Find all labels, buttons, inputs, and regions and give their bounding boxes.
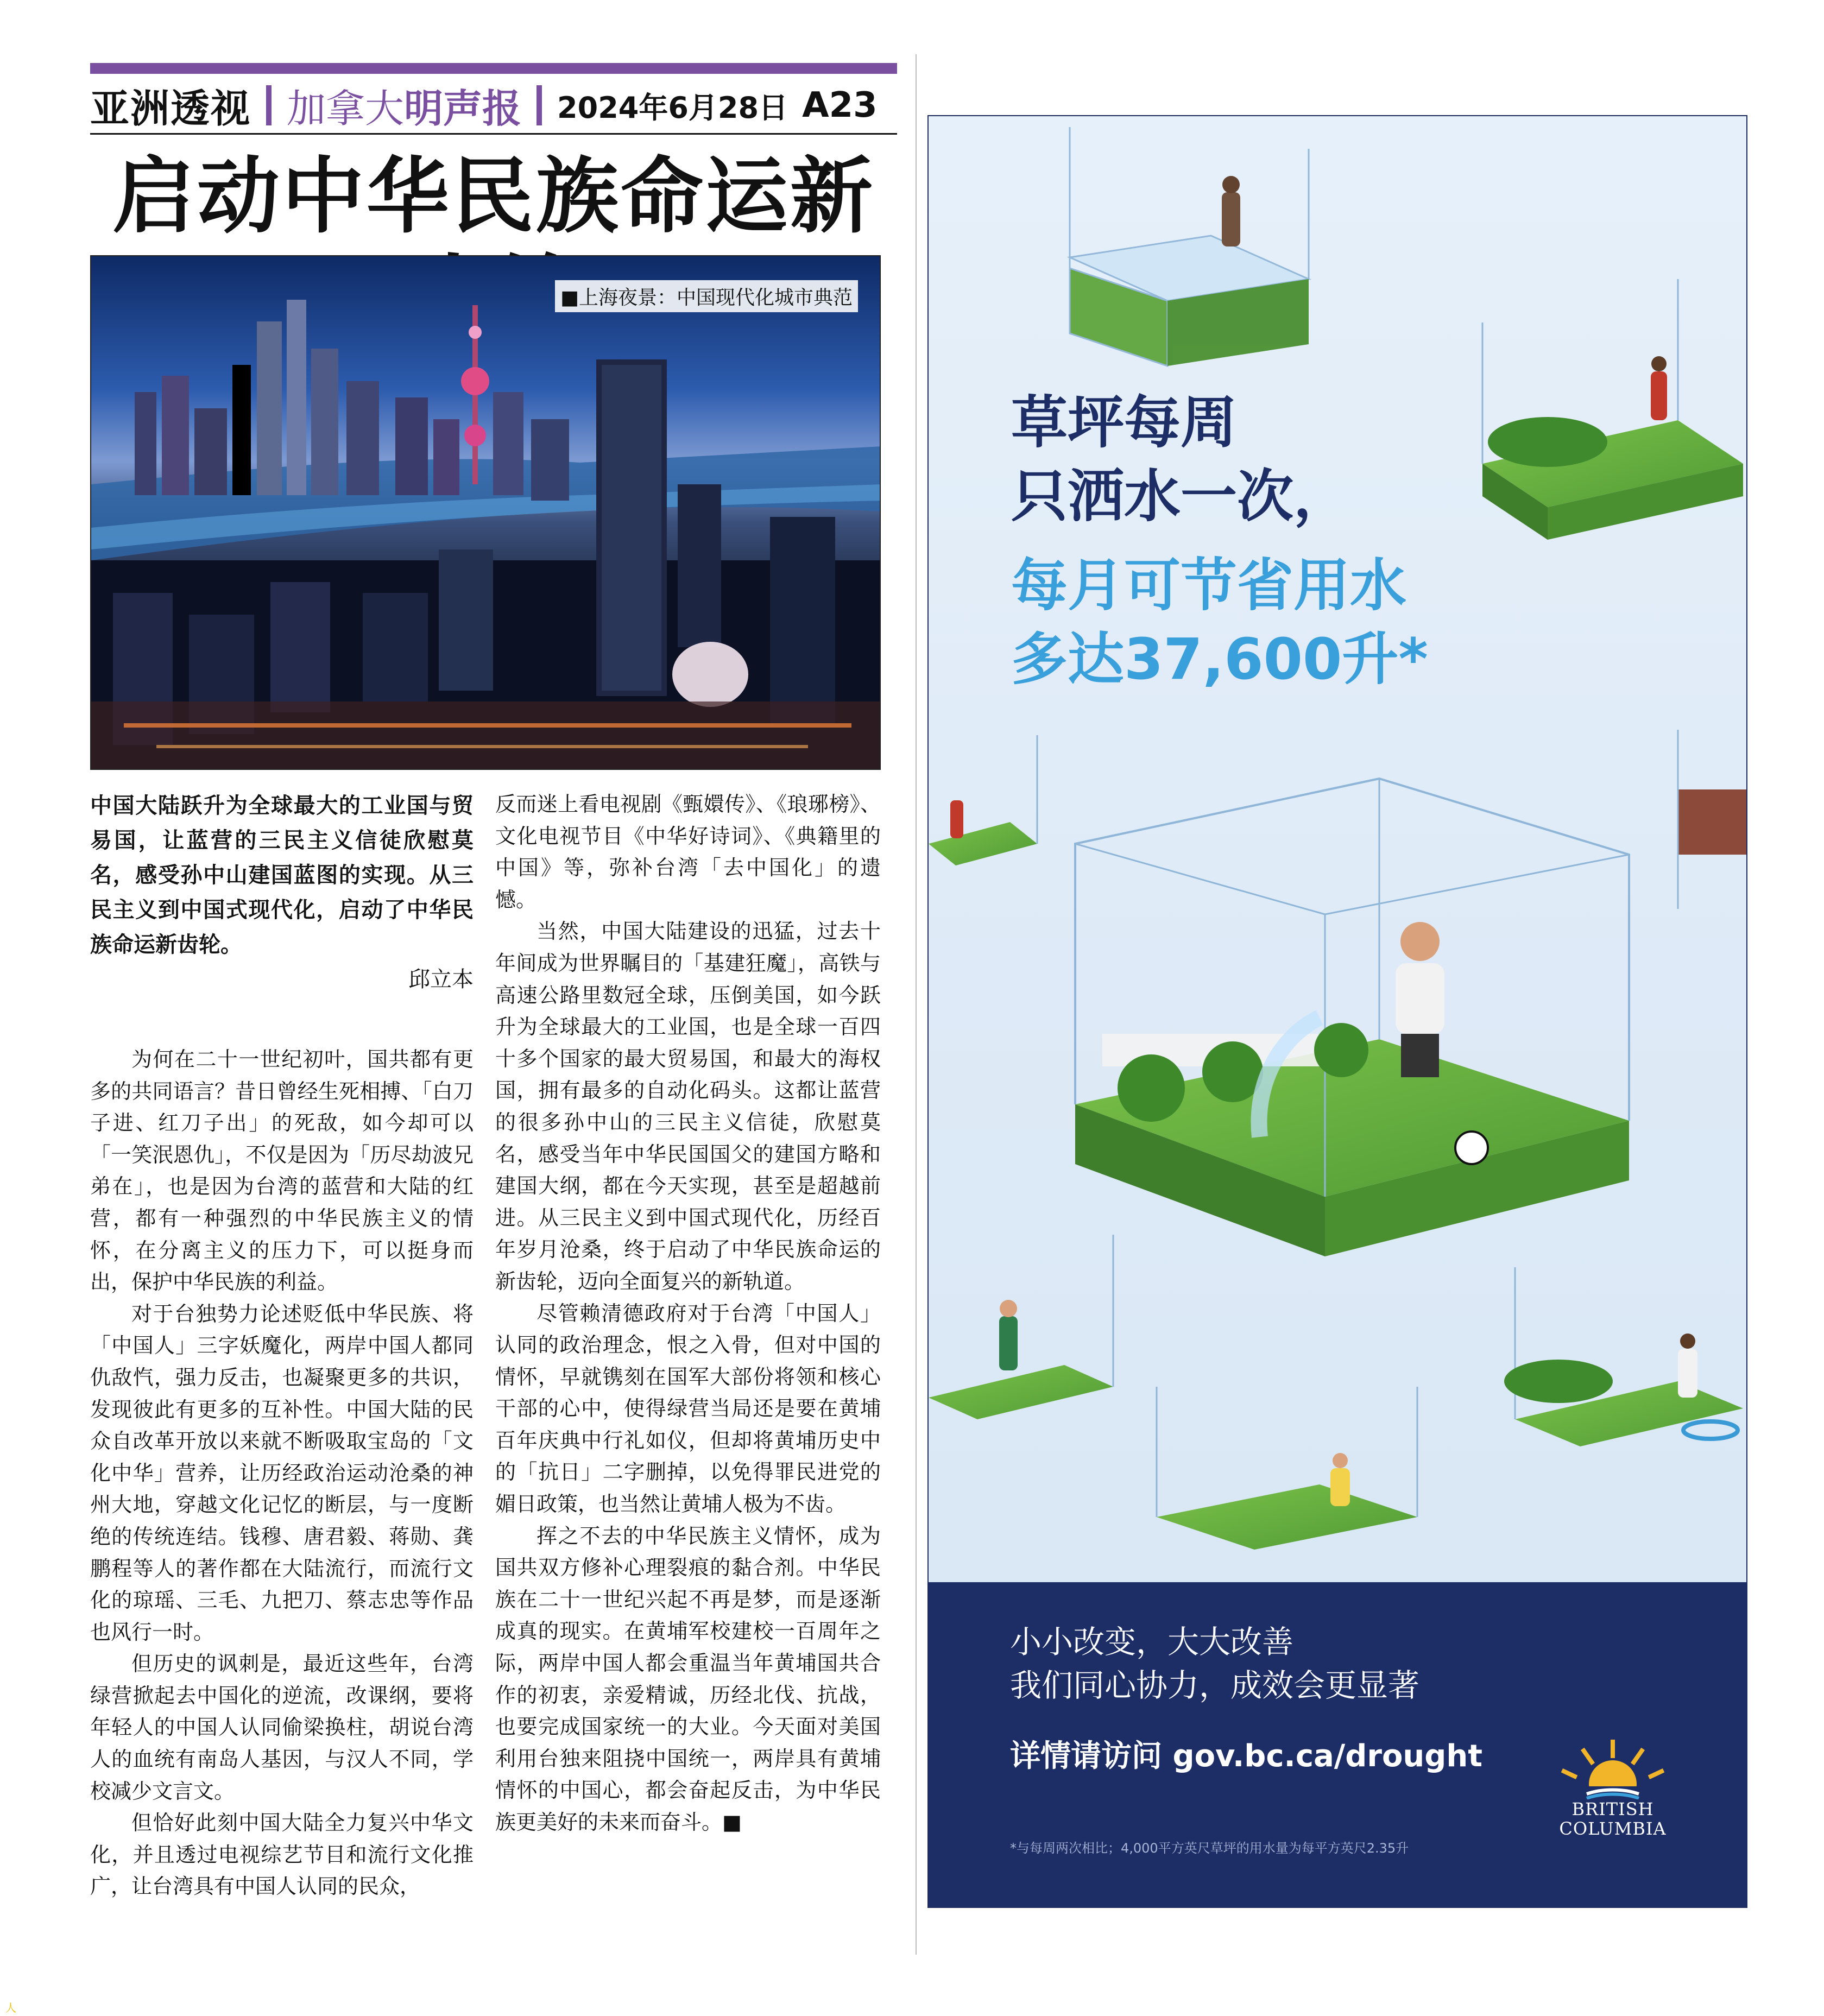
city-skyline-illustration xyxy=(91,256,881,770)
issue-date: 2024年6月28日 xyxy=(557,90,788,125)
page-number: A23 xyxy=(802,85,878,125)
article-paragraph: 但恰好此刻中国大陆全力复兴中华文化，并且透过电视综艺节目和流行文化推广，让台湾具有中国人认同的民众， xyxy=(90,1811,474,1899)
lawn-cube-left xyxy=(929,735,1037,865)
ad-headline-line: 草坪每周 xyxy=(1011,389,1238,456)
logo-line: COLUMBIA xyxy=(1559,1818,1667,1839)
ad-tagline-line: 我们同心协力，成效会更显著 xyxy=(1010,1667,1420,1704)
article-headline: 启动中华民族命运新 xyxy=(112,148,875,244)
lawn-cube-bottom-left xyxy=(929,1235,1113,1419)
ad-subhead xyxy=(1011,548,1428,696)
masthead xyxy=(90,79,897,131)
lawn-cube-wall xyxy=(1678,730,1746,909)
ad-subhead-line: 每月可节省用水 xyxy=(1011,552,1407,618)
shanghai-night-photo xyxy=(90,255,881,770)
sun-icon xyxy=(1553,1734,1672,1799)
article-paragraph: 对于台独势力论述贬低中华民族、将「中国人」三字妖魔化，两岸中国人都同仇敌忾，强力反击，也凝聚更多的共识，发现彼此有更多的互补性。中国大陆的民众自改革开放以来就不断吸取宝岛的「文化中华」营养，让历经政治运动沧桑的神州大地，穿越文化记忆的断层，与一度断绝的传统连结。钱穆、唐君毅、蒋勋、龚鹏程等人的著作都在大陆流行，而流行文化的琼瑶、三毛、九把刀、蔡志忠等作品也风行一时。 xyxy=(90,1301,474,1644)
article-paragraph: 尽管赖清德政府对于台湾「中国人」认同的政治理念，恨之入骨，但对中国的情怀，早就镌刻在国军大部份将领和核心干部的心中，使得绿营当局还是要在黄埔百年庆典中行礼如仪，但却将黄埔历史中的「抗日」二字删掉，以免得罪民进党的媚日政策，也当然让黄埔人极为不齿。 xyxy=(495,1301,881,1516)
section-name: 亚洲透视 xyxy=(90,86,251,131)
masthead-top-bar xyxy=(90,63,897,74)
ad-tagline xyxy=(1010,1620,1419,1707)
drought-advertisement xyxy=(927,115,1747,1908)
article-paragraph: 为何在二十一世纪初叶，国共都有更多的共同语言？昔日曾经生死相搏、「白刀子进、红刀子出」的死敌，如今却可以「一笑泯恩仇」，不仅是因为「历尽劫波兄弟在」，也是因为台湾的蓝营和大陆的红营，都有一种强烈的中华民族主义的情怀，在分离主义的压力下，可以挺身而出，保护中华民族的利益。 xyxy=(90,1047,474,1294)
logo-wordmark xyxy=(1553,1799,1672,1838)
lawn-cube-large xyxy=(1075,779,1629,1256)
column-divider xyxy=(916,54,917,1955)
lawn-cube-small xyxy=(1070,127,1309,366)
lawn-cube-right xyxy=(1482,279,1743,540)
masthead-rule xyxy=(90,133,897,135)
photo-caption: ■上海夜景：中国现代化城市典范 xyxy=(555,280,858,312)
logo-line: BRITISH xyxy=(1571,1799,1654,1819)
ad-footnote: *与每周两次相比；4,000平方英尺草坪的用水量为每平方英尺2.35升 xyxy=(1010,1841,1409,1856)
corner-mark: 人 xyxy=(5,2001,16,2014)
article-paragraph-continued: 反而迷上看电视剧《甄嬛传》、《琅琊榜》、文化电视节目《中华好诗词》、《典籍里的中国》等，弥补台湾「去中国化」的遗憾。 xyxy=(495,792,881,912)
british-columbia-logo xyxy=(1553,1734,1672,1865)
byline: 邱立本 xyxy=(408,967,474,992)
paper-name: 明声报 xyxy=(404,86,522,131)
ad-headline-line: 只洒水一次， xyxy=(1011,463,1350,529)
paper-name-prefix: 加拿大 xyxy=(287,86,405,131)
ad-tagline-line: 小小改变，大大改善 xyxy=(1010,1623,1294,1660)
lawn-cube-bottom-right xyxy=(1504,1267,1743,1446)
ad-headline xyxy=(1011,385,1350,533)
article-paragraph: 但历史的讽刺是，最近这些年，台湾绿营掀起去中国化的逆流，改课纲，要将年轻人的中国人认同偷梁换柱，胡说台湾人的血统有南岛人基因，与汉人不同，学校减少文言文。 xyxy=(90,1652,474,1803)
article-column-2 xyxy=(495,788,881,1838)
article-lead: 中国大陆跃升为全球最大的工业国与贸易国，让蓝营的三民主义信徒欣慰莫名，感受孙中山建国蓝图的实现。从三民主义到中国式现代化，启动了中华民族命运新齿轮。 xyxy=(90,793,474,957)
article-paragraph: 挥之不去的中华民族主义情怀，成为国共双方修补心理裂痕的黏合剂。中华民族在二十一世纪兴起不再是梦，而是逐渐成真的现实。在黄埔军校建校一百周年之际，两岸中国人都会重温当年黄埔国共合作的初衷，亲爱精诚，历经北伐、抗战，也要完成国家统一的大业。今天面对美国利用台独来阻挠中国统一，两岸具有黄埔情怀的中国心，都会奋起反击，为中华民族更美好的未来而奋斗。■ xyxy=(495,1524,881,1834)
lawn-cubes-illustration xyxy=(929,116,1746,1585)
article-column-1 xyxy=(90,1044,474,1903)
ad-footer xyxy=(929,1582,1746,1908)
lawn-cube-bottom-center xyxy=(1157,1387,1417,1550)
ad-url-link[interactable]: 详情请访问 gov.bc.ca/drought xyxy=(1010,1739,1483,1774)
masthead-divider xyxy=(266,85,272,125)
masthead-divider xyxy=(537,85,542,125)
ad-subhead-line: 多达37,600升* xyxy=(1011,626,1428,692)
article-paragraph: 当然，中国大陆建设的迅猛，过去十年间成为世界瞩目的「基建狂魔」，高铁与高速公路里数冠全球，压倒美国，如今跃升为全球最大的工业国，也是全球一百四十多个国家的最大贸易国，和最大的海权国，拥有最多的自动化码头。这都让蓝营的很多孙中山的三民主义信徒，欣慰莫名，感受当年中华民国国父的建国方略和建国大纲，都在今天实现，甚至是超越前进。从三民主义到中国式现代化，历经百年岁月沧桑，终于启动了中华民族命运的新齿轮，迈向全面复兴的新轨道。 xyxy=(495,919,881,1293)
